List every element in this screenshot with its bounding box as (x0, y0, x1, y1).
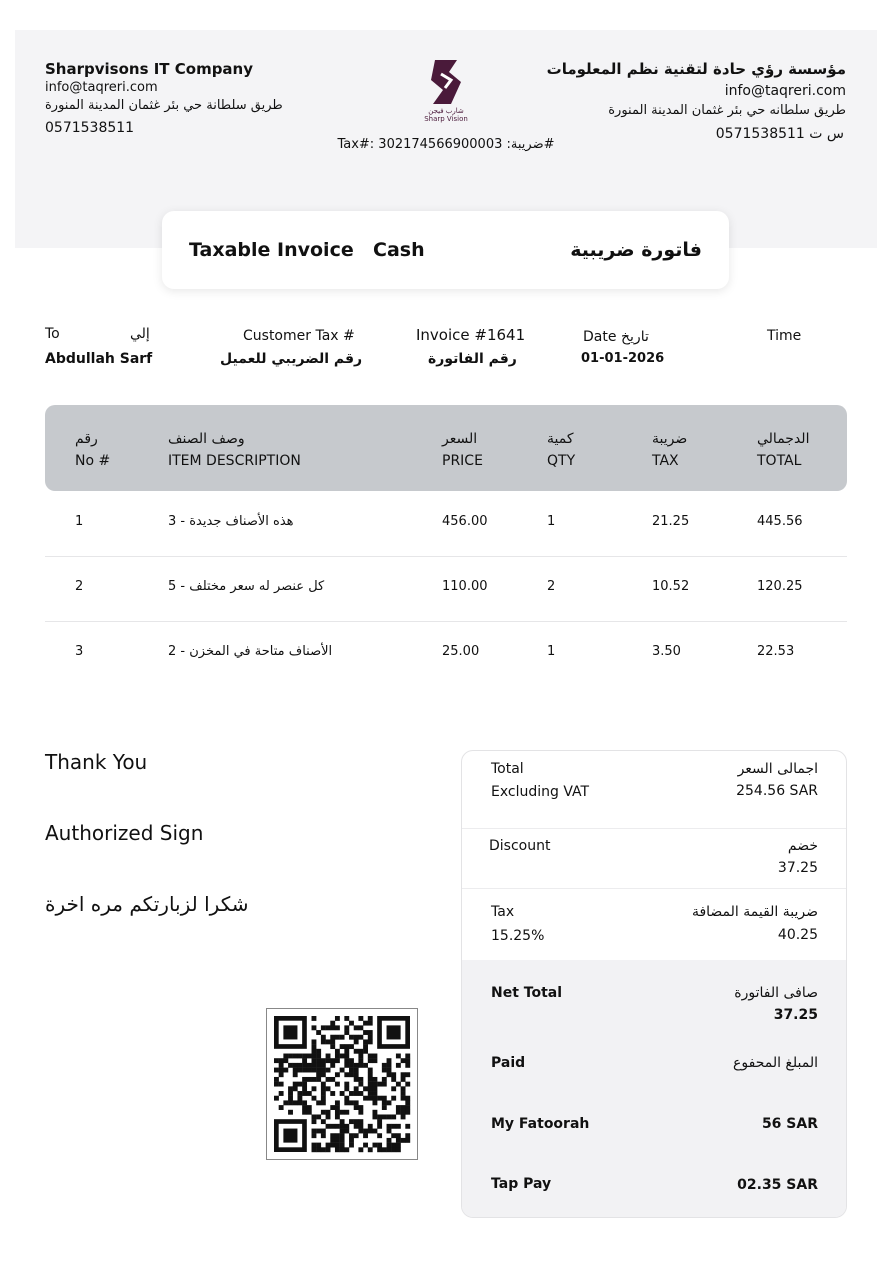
col-header-price-en: PRICE (442, 453, 483, 469)
cell-tax: 10.52 (652, 579, 690, 594)
col-header-no-ar: رقم (75, 431, 98, 447)
to-label-en: To (45, 326, 60, 342)
cell-qty: 2 (547, 579, 556, 594)
thanks-text-ar: شكرا لزبارتكم مره اخرة (45, 892, 249, 916)
logo-text-en: Sharp Vision (424, 115, 468, 123)
company-email-ar: info@taqreri.com (724, 83, 846, 99)
qr-code (266, 1008, 418, 1160)
summary-discount-label-ar: خضم (787, 838, 818, 854)
company-name-en: Sharpvisons IT Company (45, 60, 254, 78)
table-row (45, 557, 847, 622)
company-name-ar: مؤسسة رؤي حادة لتقنية نظم المعلومات (546, 60, 846, 78)
summary-tax-rate: 15.25% (491, 928, 545, 944)
time-label-en: Time (767, 328, 802, 344)
invoice-number: Invoice #1641 (416, 326, 526, 344)
to-label-ar: إلي (130, 326, 150, 342)
table-row (45, 492, 847, 557)
cell-total: 445.56 (757, 514, 803, 529)
sharp-vision-logo-icon (427, 58, 465, 106)
col-header-qty-ar: كمية (547, 431, 574, 447)
invoice-title-ar: فاتورة ضريبية (570, 239, 702, 261)
summary-total-sublabel: Excluding VAT (491, 784, 590, 800)
col-header-tax-ar: ضريبة (652, 431, 688, 447)
date-value: 01-01-2026 (581, 351, 665, 366)
summary-card (461, 750, 847, 1218)
summary-total-row (462, 751, 846, 829)
invoice-number-ar: رقم الفاتورة (428, 351, 517, 367)
cell-total: 120.25 (757, 579, 803, 594)
authorized-sign: Authorized Sign (45, 821, 204, 845)
logo-text-ar: شارب فيجن (428, 107, 464, 115)
col-header-description (168, 428, 301, 472)
summary-net-label: Net Total (491, 985, 563, 1001)
col-header-tax-en: TAX (652, 453, 679, 469)
summary-fatoorah-label: My Fatoorah (491, 1116, 590, 1132)
summary-total-value: 254.56 SAR (736, 783, 818, 799)
col-header-total-en: TOTAL (757, 453, 802, 469)
col-header-description-en: ITEM DESCRIPTION (168, 453, 301, 469)
cell-no: 3 (75, 644, 84, 659)
cell-price: 456.00 (442, 514, 488, 529)
col-header-total-ar: الدجمالي (757, 431, 810, 447)
date-label-en: Date (583, 329, 617, 345)
summary-discount-label: Discount (489, 838, 551, 854)
cell-qty: 1 (547, 644, 556, 659)
tax-number: Tax#: 302174566900003 :ضريبة# (337, 137, 555, 152)
summary-tax-value: 40.25 (777, 927, 818, 943)
payment-type: Cash (373, 239, 425, 261)
cell-no: 1 (75, 514, 84, 529)
summary-discount-value: 37.25 (777, 860, 818, 876)
col-header-no (75, 428, 110, 472)
summary-tax-label: Tax (491, 904, 515, 920)
summary-total-label-ar: اجمالى السعر (737, 761, 818, 777)
table-row (45, 622, 847, 686)
cell-description: هذه الأصناف جديدة - 3 (168, 514, 294, 529)
cell-description: كل عنصر له سعر مختلف - 5 (168, 579, 325, 594)
col-header-qty (547, 428, 575, 472)
summary-net-row (462, 960, 846, 1035)
col-header-total (757, 428, 809, 472)
summary-fatoorah-row (462, 1094, 846, 1155)
cell-price: 110.00 (442, 579, 488, 594)
thank-you-text: Thank You (45, 750, 148, 774)
summary-discount-row (462, 828, 846, 889)
company-address-en: طريق سلطانة حي بئر غثمان المدينة المنورة (45, 98, 283, 113)
col-header-tax (652, 428, 687, 472)
summary-paid-label-ar: المبلغ المحفوع (733, 1055, 818, 1071)
summary-fatoorah-value: 56 SAR (761, 1116, 818, 1132)
summary-paid-row (462, 1034, 846, 1095)
company-address-ar: طريق سلطانه حي بئر غثمان المدينة المنورة (608, 103, 846, 118)
col-header-price (442, 428, 483, 472)
customer-name: Abdullah Sarf (45, 351, 153, 367)
summary-tappay-row (462, 1154, 846, 1217)
company-email-en: info@taqreri.com (45, 80, 158, 95)
col-header-description-ar: وصف الصنف (168, 431, 245, 447)
summary-total-label: Total (491, 761, 524, 777)
cell-description: الأصناف متاحة في المخزن - 2 (168, 644, 333, 659)
invoice-title-card (162, 211, 729, 289)
summary-paid-label: Paid (491, 1055, 526, 1071)
col-header-qty-en: QTY (547, 453, 576, 469)
col-header-no-en: No # (75, 453, 111, 469)
cell-tax: 21.25 (652, 514, 690, 529)
items-table-header (45, 405, 847, 491)
summary-tappay-label: Tap Pay (491, 1176, 552, 1192)
cell-price: 25.00 (442, 644, 480, 659)
col-header-price-ar: السعر (442, 431, 478, 447)
date-label-ar: تاريخ (621, 329, 649, 345)
customer-tax-ar: رقم الضريبي للعميل (220, 351, 363, 367)
cell-no: 2 (75, 579, 84, 594)
company-phone-en: 0571538511 (45, 120, 135, 136)
summary-tax-row (462, 888, 846, 961)
invoice-title-en: Taxable Invoice (189, 239, 354, 261)
cell-tax: 3.50 (652, 644, 681, 659)
summary-tax-label-ar: ضريبة القيمة المضافة (691, 904, 818, 920)
cell-qty: 1 (547, 514, 556, 529)
qr-code-icon (267, 1009, 417, 1159)
company-phone-ar: س ت 0571538511 (715, 126, 844, 142)
summary-net-label-ar: صافى الفاتورة (734, 985, 818, 1001)
company-logo (420, 58, 472, 134)
summary-tappay-value: 02.35 SAR (737, 1177, 818, 1193)
cell-total: 22.53 (757, 644, 795, 659)
summary-net-value: 37.25 (773, 1007, 818, 1023)
customer-tax-label: Customer Tax # (243, 328, 355, 344)
